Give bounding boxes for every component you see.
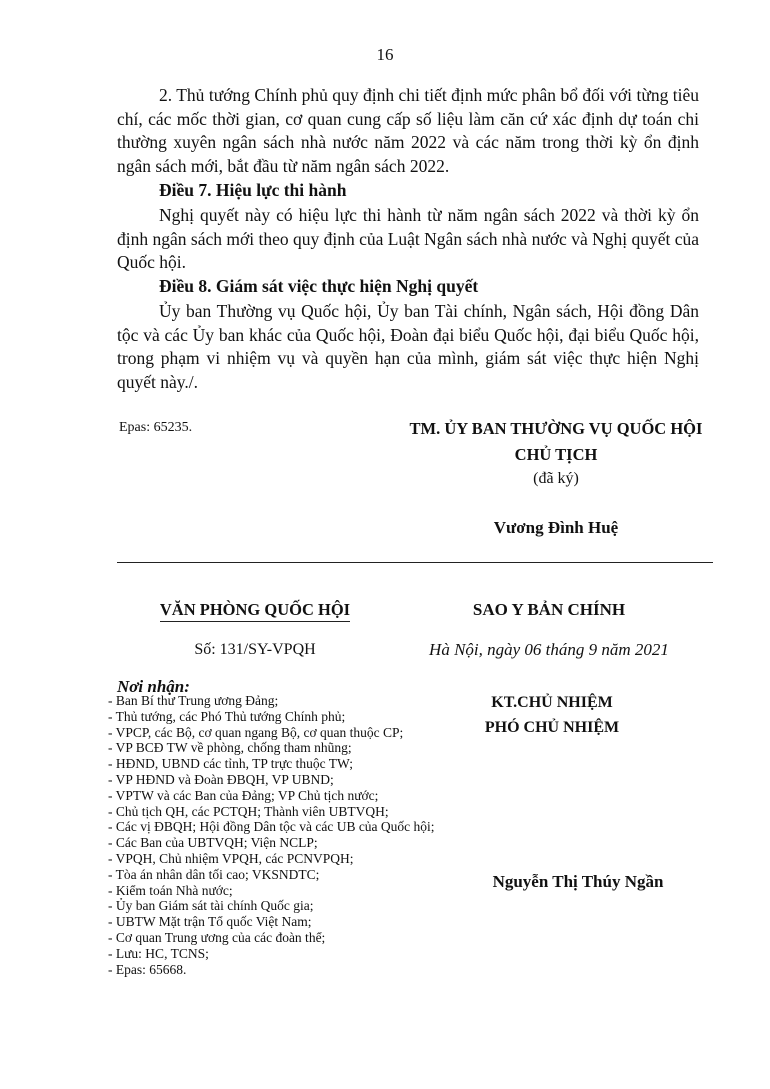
signature-2-name: Nguyễn Thị Thúy Ngần — [492, 872, 664, 891]
article-8-heading: Điều 8. Giám sát việc thực hiện Nghị quyết — [159, 276, 479, 296]
recipient-item: - Thủ tướng, các Phó Thủ tướng Chính phủ; — [108, 708, 346, 724]
epas-left: Epas: 65235. — [119, 420, 193, 435]
article-7-text: Nghị quyết này có hiệu lực thi hành từ năm ngân sách 2022 và thời kỳ ổn định ngân sách mới theo quy định của Luật Ngân sách nhà nước và Nghị quyết của Quốc hội. — [117, 205, 700, 272]
recipient-item: - VP BCĐ TW về phòng, chống tham nhũng; — [108, 740, 352, 756]
recipient-item: - VPCP, các Bộ, cơ quan ngang Bộ, cơ quan thuộc CP; — [108, 724, 404, 740]
recipient-item: - Epas: 65668. — [108, 961, 187, 977]
paragraph-2: 2. Thủ tướng Chính phủ quy định chi tiết định mức phân bổ đối với từng tiêu chí, các mốc thời gian, cơ quan cung cấp số liệu làm căn cứ xác định dự toán chi thường xuyên ngân sách nhà nước năm 2022 và các năm trong thời kỳ ổn định ngân sách mới, bắt đầu từ năm ngân sách 2022. — [117, 85, 699, 176]
copy-title: SAO Y BẢN CHÍNH — [472, 600, 626, 619]
divider — [117, 562, 713, 563]
signature-1-note: (đã ký) — [533, 470, 579, 487]
signature-block-1 — [380, 416, 732, 490]
article-7-heading: Điều 7. Hiệu lực thi hành — [159, 180, 347, 200]
recipient-item: - VP HĐND và Đoàn ĐBQH, VP UBND; — [108, 771, 334, 787]
recipient-item: - HĐND, UBND các tỉnh, TP trực thuộc TW; — [108, 756, 354, 772]
office-block — [100, 600, 410, 620]
recipient-item: - Ban Bí thư Trung ương Đảng; — [108, 693, 279, 708]
signature-1-org: TM. ỦY BAN THƯỜNG VỤ QUỐC HỘI — [409, 419, 703, 438]
recipient-item: - Kiểm toán Nhà nước; — [108, 882, 233, 898]
recipient-item: - Các Ban của UBTVQH; Viện NCLP; — [108, 835, 318, 851]
recipient-item: - Lưu: HC, TCNS; — [108, 945, 209, 961]
signature-1-title: CHỦ TỊCH — [514, 445, 598, 464]
recipients-title: Nơi nhận: — [117, 677, 190, 696]
recipient-item: - VPQH, Chủ nhiệm VPQH, các PCNVPQH; — [108, 850, 354, 866]
signature-1-name: Vương Đình Huệ — [493, 518, 619, 537]
office-name: VĂN PHÒNG QUỐC HỘI — [160, 600, 350, 622]
signature-2-line2: PHÓ CHỦ NHIỆM — [484, 719, 620, 736]
page-number: 16 — [376, 45, 394, 64]
recipient-item: - UBTW Mặt trận Tổ quốc Việt Nam; — [108, 914, 312, 930]
recipient-item: - Các vị ĐBQH; Hội đồng Dân tộc và các UB của Quốc hội; — [108, 819, 435, 835]
recipient-item: - Ủy ban Giám sát tài chính Quốc gia; — [108, 898, 314, 914]
article-8-text: Ủy ban Thường vụ Quốc hội, Ủy ban Tài chính, Ngân sách, Hội đồng Dân tộc và các Ủy ban khác của Quốc hội, Đoàn đại biểu Quốc hội, đại biểu Quốc hội, trong phạm vi nhiệm vụ và quyền hạn của mình, giám sát việc thực hiện Nghị quyết này./. — [117, 301, 699, 392]
recipient-item: - Tòa án nhân dân tối cao; VKSNDTC; — [108, 866, 320, 882]
signature-2-line1: KT.CHỦ NHIỆM — [491, 694, 613, 711]
recipient-item: - Cơ quan Trung ương của các đoàn thể; — [108, 929, 326, 945]
recipient-item: - VPTW và các Ban của Đảng; VP Chủ tịch nước; — [108, 787, 379, 803]
recipient-item: - Chủ tịch QH, các PCTQH; Thành viên UBTVQH; — [108, 803, 389, 819]
recipients-list — [108, 693, 488, 977]
copy-date: Hà Nội, ngày 06 tháng 9 năm 2021 — [429, 640, 669, 659]
office-number: Số: 131/SY-VPQH — [194, 641, 316, 658]
